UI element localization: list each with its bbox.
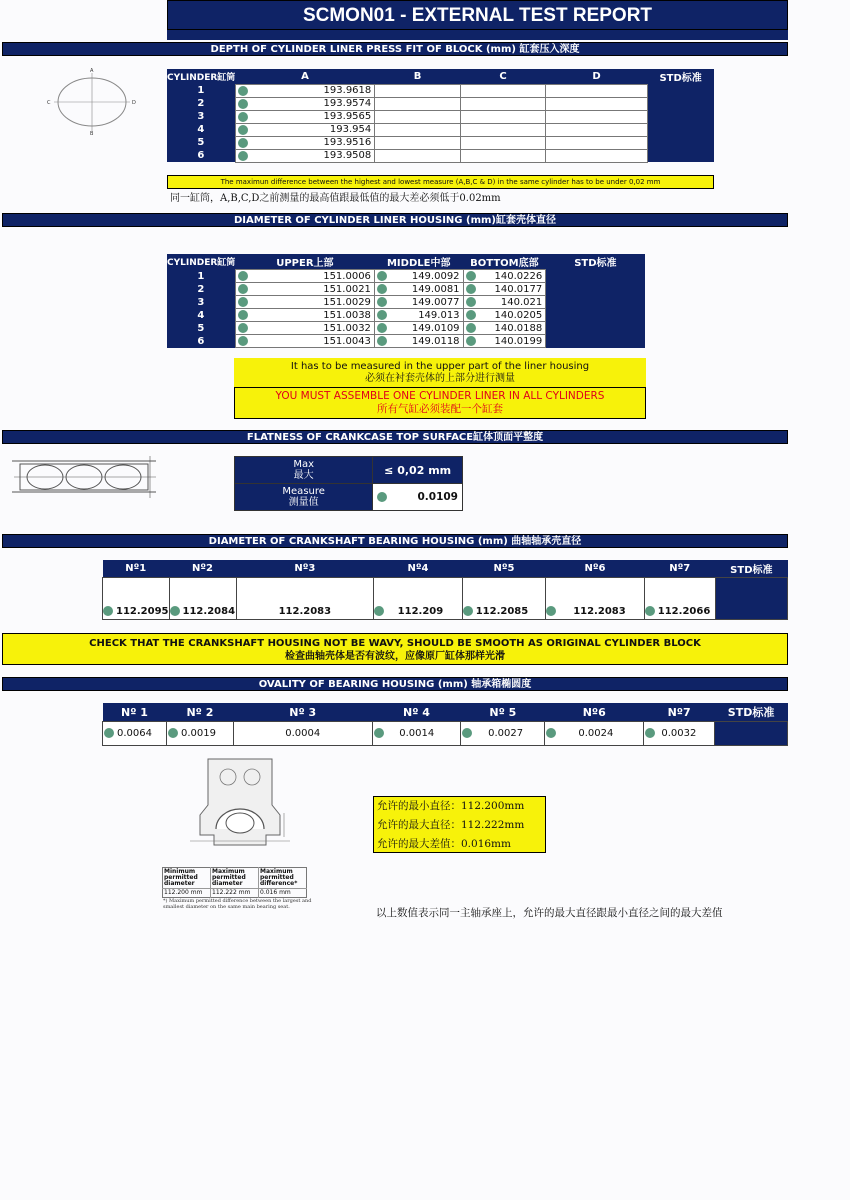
col-n6: Nº6: [546, 560, 645, 578]
max-label-cell: [235, 457, 373, 484]
bearing-housing-figure: [180, 755, 300, 865]
bearing-value-cell[interactable]: 112.2084: [169, 578, 236, 620]
status-indicator-icon: [466, 336, 476, 346]
spec-diff: 允许的最大差值：0.016mm: [377, 838, 511, 850]
max-value: ≤ 0,02 mm: [373, 457, 463, 484]
status-indicator-icon: [168, 728, 178, 738]
status-indicator-icon: [170, 606, 180, 616]
col-c: C: [460, 69, 546, 84]
table-row: 1 193.9618: [167, 84, 714, 97]
upper-cell[interactable]: 151.0006: [235, 270, 374, 283]
col-bottom: BOTTOM底部: [463, 254, 546, 270]
status-indicator-icon: [463, 606, 473, 616]
crankshaft-warning-en: CHECK THAT THE CRANKSHAFT HOUSING NOT BE WAVY, SHOULD BE SMOOTH AS ORIGINAL CYLINDER BLOCK: [89, 638, 701, 649]
liner-warning-cn: 所有气缸必须装配一个缸套: [377, 403, 503, 415]
ovality-value-cell[interactable]: 0.0004: [233, 722, 372, 746]
measure-label: Measure: [282, 486, 325, 497]
middle-cell[interactable]: 149.0077: [374, 296, 463, 309]
depth-b-cell[interactable]: [375, 123, 461, 136]
depth-d-cell[interactable]: [546, 149, 647, 162]
col-std: STD标准: [647, 69, 714, 84]
depth-c-cell[interactable]: [460, 84, 546, 97]
bottom-cell[interactable]: 140.0199: [463, 335, 546, 348]
col-n2: Nº 2: [166, 703, 233, 722]
status-indicator-icon: [377, 323, 387, 333]
fig-value-diff: 0.016 mm: [259, 889, 307, 898]
table-row: 1 151.0006 149.0092 140.0226: [167, 270, 645, 283]
fig-value-max: 112.222 mm: [211, 889, 259, 898]
spec-min: 允许的最小直径：112.200mm: [377, 800, 525, 812]
depth-d-cell[interactable]: [546, 97, 647, 110]
status-indicator-icon: [377, 336, 387, 346]
bottom-cell[interactable]: 140.021: [463, 296, 546, 309]
flatness-heading: FLATNESS OF CRANKCASE TOP SURFACE缸体顶面平整度: [2, 430, 788, 444]
status-indicator-icon: [645, 728, 655, 738]
status-indicator-icon: [466, 271, 476, 281]
status-indicator-icon: [238, 323, 248, 333]
bearing-value-cell[interactable]: 112.2066: [644, 578, 715, 620]
diagram-label-d: D: [132, 100, 136, 106]
title-underbar: [167, 30, 788, 40]
housing-note-en: It has to be measured in the upper part of the liner housing: [290, 361, 590, 372]
table-row: 3 193.9565: [167, 110, 714, 123]
depth-a-cell[interactable]: 193.9565: [235, 110, 374, 123]
bottom-cell[interactable]: 140.0205: [463, 309, 546, 322]
status-indicator-icon: [546, 606, 556, 616]
col-std: STD标准: [546, 254, 645, 270]
depth-a-cell[interactable]: 193.954: [235, 123, 374, 136]
bearing-value-cell[interactable]: 112.2085: [462, 578, 546, 620]
depth-c-cell[interactable]: [460, 110, 546, 123]
crankcase-top-diagram: [10, 456, 160, 498]
status-indicator-icon: [466, 297, 476, 307]
crankshaft-warning-box: [2, 633, 788, 665]
spec-footnote: 以上数值表示同一主轴承座上，允许的最大直径跟最小直径之间的最大差值: [376, 907, 723, 919]
status-indicator-icon: [238, 284, 248, 294]
status-indicator-icon: [238, 271, 248, 281]
status-indicator-icon: [238, 112, 248, 122]
bottom-cell[interactable]: 140.0226: [463, 270, 546, 283]
housing-heading: DIAMETER OF CYLINDER LINER HOUSING (mm)缸套壳体直径: [2, 213, 788, 227]
depth-heading: DEPTH OF CYLINDER LINER PRESS FIT OF BLOCK (mm) 缸套压入深度: [2, 42, 788, 56]
depth-c-cell[interactable]: [460, 97, 546, 110]
ovality-heading: OVALITY OF BEARING HOUSING (mm) 轴承箱椭圆度: [2, 677, 788, 691]
table-row: 4 193.954: [167, 123, 714, 136]
status-indicator-icon: [466, 323, 476, 333]
bearing-value-cell[interactable]: 112.2095: [103, 578, 170, 620]
depth-table: [167, 69, 714, 163]
ovality-value-cell[interactable]: 0.0064: [103, 722, 167, 746]
upper-cell[interactable]: 151.0021: [235, 283, 374, 296]
table-row: 5 193.9516: [167, 136, 714, 149]
depth-a-cell[interactable]: 193.9508: [235, 149, 374, 162]
table-row: 4 151.0038 149.013 140.0205: [167, 309, 645, 322]
std-cell: [647, 84, 714, 162]
crankshaft-warning-cn: 检查曲轴壳体是否有波纹，应像原厂缸体那样光滑: [285, 651, 505, 662]
col-d: D: [546, 69, 647, 84]
upper-cell[interactable]: 151.0029: [235, 296, 374, 309]
table-row: [103, 578, 788, 620]
col-std: STD标准: [715, 560, 787, 578]
table-row: 2 151.0021 149.0081 140.0177: [167, 283, 645, 296]
col-cylinder: CYLINDER缸筒: [167, 69, 235, 84]
housing-table: [167, 254, 645, 348]
flatness-table: [234, 456, 463, 511]
col-n4: Nº 4: [372, 703, 461, 722]
col-n7: Nº7: [644, 560, 715, 578]
ovality-value-cell[interactable]: 0.0019: [166, 722, 233, 746]
upper-cell[interactable]: 151.0043: [235, 335, 374, 348]
status-indicator-icon: [238, 297, 248, 307]
col-a: A: [235, 69, 374, 84]
fig-header-max: Maximum permitted diameter: [211, 868, 259, 889]
col-upper: UPPER上部: [235, 254, 374, 270]
status-indicator-icon: [377, 297, 387, 307]
col-n3: Nº3: [236, 560, 374, 578]
col-n7: Nº7: [644, 703, 715, 722]
fig-header-min: Minimum permitted diameter: [163, 868, 211, 889]
table-row: [103, 722, 788, 746]
status-indicator-icon: [238, 151, 248, 161]
status-indicator-icon: [377, 284, 387, 294]
col-cylinder: CYLINDER缸筒: [167, 254, 235, 270]
status-indicator-icon: [238, 336, 248, 346]
status-indicator-icon: [377, 310, 387, 320]
depth-d-cell[interactable]: [546, 84, 647, 97]
measure-label-cell: [235, 484, 373, 511]
status-indicator-icon: [103, 606, 113, 616]
col-n1: Nº1: [103, 560, 170, 578]
report-title: SCMON01 - EXTERNAL TEST REPORT: [302, 5, 653, 26]
depth-d-cell[interactable]: [546, 110, 647, 123]
liner-warning-en: YOU MUST ASSEMBLE ONE CYLINDER LINER IN ALL CYLINDERS: [275, 390, 605, 402]
middle-cell[interactable]: 149.0109: [374, 322, 463, 335]
middle-cell[interactable]: 149.0092: [374, 270, 463, 283]
depth-b-cell[interactable]: [375, 136, 461, 149]
ovality-value-cell[interactable]: 0.0027: [461, 722, 545, 746]
depth-c-cell[interactable]: [460, 149, 546, 162]
bearing-table: [102, 560, 788, 620]
liner-warning-box: [234, 387, 646, 419]
table-row: 3 151.0029 149.0077 140.021: [167, 296, 645, 309]
table-row: 6 193.9508: [167, 149, 714, 162]
status-indicator-icon: [546, 728, 556, 738]
bottom-cell[interactable]: 140.0188: [463, 322, 546, 335]
status-indicator-icon: [466, 310, 476, 320]
bearing-heading: DIAMETER OF CRANKSHAFT BEARING HOUSING (mm) 曲轴轴承壳直径: [2, 534, 788, 548]
table-row: 2 193.9574: [167, 97, 714, 110]
table-row: 5 151.0032 149.0109 140.0188: [167, 322, 645, 335]
col-n4: Nº4: [374, 560, 463, 578]
depth-b-cell[interactable]: [375, 149, 461, 162]
bearing-value-cell[interactable]: 112.209: [374, 578, 463, 620]
housing-note-box: [234, 358, 646, 387]
status-indicator-icon: [466, 284, 476, 294]
depth-b-cell[interactable]: [375, 110, 461, 123]
col-n6: Nº6: [545, 703, 644, 722]
bottom-cell[interactable]: 140.0177: [463, 283, 546, 296]
col-b: B: [375, 69, 461, 84]
depth-b-cell[interactable]: [375, 84, 461, 97]
status-indicator-icon: [238, 138, 248, 148]
col-n5: Nº 5: [461, 703, 545, 722]
col-n3: Nº 3: [233, 703, 372, 722]
measure-value-cell[interactable]: [373, 484, 463, 511]
ovality-table: [102, 703, 788, 746]
depth-a-cell[interactable]: 193.9618: [235, 84, 374, 97]
depth-d-cell[interactable]: [546, 123, 647, 136]
col-std: STD标准: [715, 703, 788, 722]
status-indicator-icon: [374, 728, 384, 738]
std-cell: [715, 578, 787, 620]
std-cell: [715, 722, 788, 746]
col-n2: Nº2: [169, 560, 236, 578]
housing-note-cn: 必须在衬套壳体的上部分进行测量: [365, 373, 515, 384]
measure-value: 0.0109: [417, 491, 458, 503]
upper-cell[interactable]: 151.0038: [235, 309, 374, 322]
status-indicator-icon: [238, 125, 248, 135]
upper-cell[interactable]: 151.0032: [235, 322, 374, 335]
permitted-diameter-figure-table: [162, 867, 307, 898]
ovality-value-cell[interactable]: 0.0032: [644, 722, 715, 746]
fig-note: *) Maximum permitted difference between the largest and smallest diameter on the same main bearing seat.: [163, 898, 312, 910]
spec-box: [373, 796, 546, 853]
col-n5: Nº5: [462, 560, 546, 578]
diagram-label-a: A: [90, 68, 94, 74]
spec-max: 允许的最大直径：112.222mm: [377, 819, 525, 831]
report-title-bar: [167, 0, 788, 30]
measure-label-cn: 测量值: [288, 497, 319, 508]
table-row: 6 151.0043 149.0118 140.0199: [167, 335, 645, 348]
depth-b-cell[interactable]: [375, 97, 461, 110]
status-indicator-icon: [645, 606, 655, 616]
bearing-value-cell[interactable]: 112.2083: [236, 578, 374, 620]
depth-note-en: The maximun difference between the highest and lowest measure (A,B,C & D) in the same cylinder has to be under 0,02 mm: [167, 175, 714, 189]
middle-cell[interactable]: 149.0118: [374, 335, 463, 348]
ovality-value-cell[interactable]: 0.0014: [372, 722, 461, 746]
col-n1: Nº 1: [103, 703, 167, 722]
depth-note-cn: 同一缸筒，A,B,C,D之前测量的最高值跟最低值的最大差必须低于0.02mm: [170, 193, 501, 204]
depth-c-cell[interactable]: [460, 136, 546, 149]
bearing-value-cell[interactable]: 112.2083: [546, 578, 645, 620]
status-indicator-icon: [238, 99, 248, 109]
middle-cell[interactable]: 149.0081: [374, 283, 463, 296]
status-indicator-icon: [377, 492, 387, 502]
depth-a-cell[interactable]: 193.9516: [235, 136, 374, 149]
depth-d-cell[interactable]: [546, 136, 647, 149]
status-indicator-icon: [377, 271, 387, 281]
ovality-value-cell[interactable]: 0.0024: [545, 722, 644, 746]
diagram-label-c: C: [47, 100, 51, 106]
fig-value-min: 112.200 mm: [163, 889, 211, 898]
max-label: Max: [293, 459, 314, 470]
status-indicator-icon: [104, 728, 114, 738]
status-indicator-icon: [238, 86, 248, 96]
middle-cell[interactable]: 149.013: [374, 309, 463, 322]
col-middle: MIDDLE中部: [374, 254, 463, 270]
max-label-cn: 最大: [293, 470, 314, 481]
depth-c-cell[interactable]: [460, 123, 546, 136]
status-indicator-icon: [238, 310, 248, 320]
status-indicator-icon: [374, 606, 384, 616]
std-cell: [546, 270, 645, 348]
diagram-label-b: B: [90, 131, 94, 137]
status-indicator-icon: [462, 728, 472, 738]
depth-a-cell[interactable]: 193.9574: [235, 97, 374, 110]
cylinder-ellipse-diagram: [44, 65, 144, 137]
fig-header-diff: Maximum permitted difference*: [260, 868, 298, 887]
